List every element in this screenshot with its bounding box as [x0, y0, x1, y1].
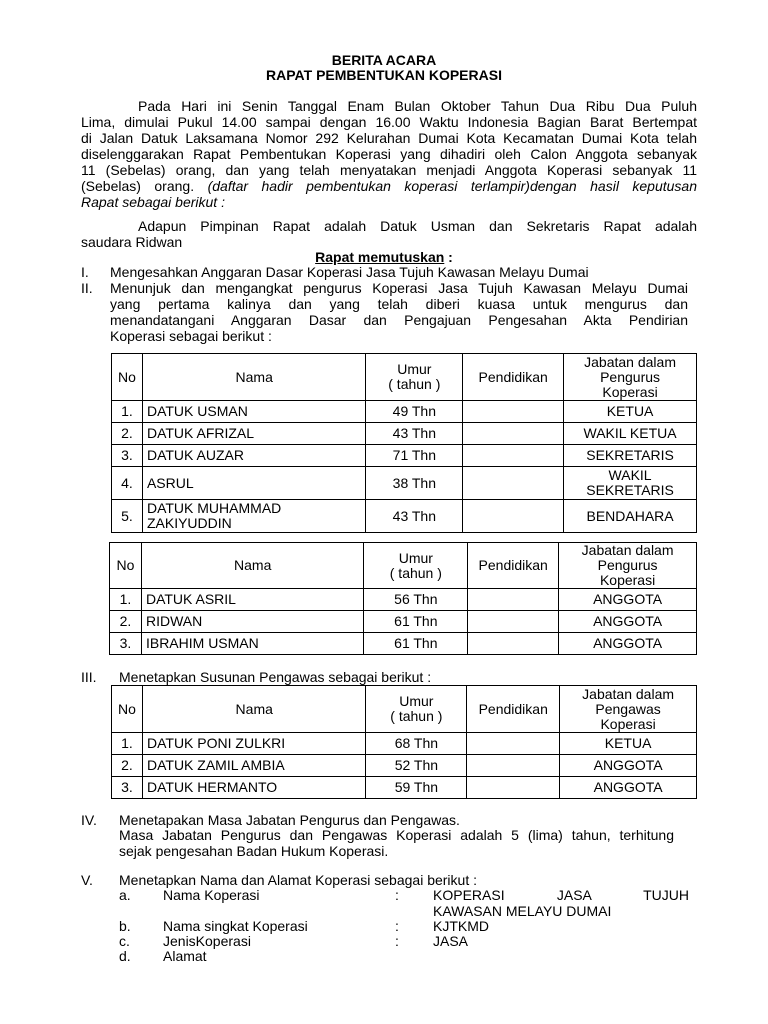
item-5b-label: Nama singkat Koperasi	[163, 918, 308, 934]
decision-heading-label: Rapat memutuskan	[315, 249, 445, 265]
table-row	[112, 401, 697, 423]
intro-line-6-italic: (daftar hadir pembentukan koperasi terlampir)dengan hasil keputusan	[207, 178, 698, 194]
cell-umur: 59 Thn	[366, 777, 467, 799]
col-header-nama: Nama	[142, 686, 365, 733]
cell-no: 5.	[112, 500, 143, 533]
doc-subtitle: RAPAT PEMBENTUKAN KOPERASI	[266, 67, 502, 83]
cell-pendidikan	[467, 777, 560, 799]
cell-jabatan: ANGGOTA	[559, 589, 697, 611]
cell-nama: DATUK AFRIZAL	[142, 423, 365, 445]
cell-jabatan: WAKIL KETUA	[564, 423, 697, 445]
table-row	[112, 423, 697, 445]
jabatan-line-3: Koperasi	[600, 715, 656, 732]
cell-umur: 43 Thn	[366, 500, 463, 533]
item-5d-label: Alamat	[163, 948, 207, 964]
intro-line-6-normal: (Sebelas) orang.	[81, 178, 195, 194]
nama-part-1: DATUK MUHAMMAD	[146, 500, 282, 516]
jabatan-line-2: Pengawas	[595, 700, 661, 717]
table-row	[112, 777, 697, 799]
item-4-line-3: sejak pengesahan Badan Hukum Koperasi.	[119, 843, 389, 859]
item-5b-value: KJTKMD	[433, 918, 489, 934]
nama-part-2: ZAKIYUDDIN	[146, 515, 232, 531]
cell-no: 4.	[112, 467, 143, 500]
umur-line-1: Umur	[397, 361, 432, 377]
jabatan-line-2: Pengurus	[597, 557, 658, 573]
cell-no: 1.	[110, 589, 142, 611]
col-header-no: No	[112, 354, 143, 401]
item-2-line-1: Menunjuk dan mengangkat pengurus Koperasi Jasa Tujuh Kawasan Melayu Dumai	[110, 280, 688, 296]
pengurus-table	[111, 353, 697, 533]
item-2-line-3: menandatangani Anggaran Dasar dan Pengajuan Pengesahan Akta Pendirian	[110, 312, 688, 328]
item-1-text: Mengesahkan Anggaran Dasar Koperasi Jasa Tujuh Kawasan Melayu Dumai	[110, 264, 589, 280]
cell-umur: 49 Thn	[366, 401, 463, 423]
cell-umur: 68 Thn	[366, 733, 467, 755]
item-5-text: Menetapkan Nama dan Alamat Koperasi sebagai berikut :	[119, 872, 477, 888]
item-4-line-1: Menetapakan Masa Jabatan Pengurus dan Pengawas.	[119, 812, 460, 828]
intro-line-1	[81, 98, 697, 114]
umur-line-2: ( tahun )	[388, 376, 441, 392]
item-2-line-2: yang pertama kalinya dan yang telah diberi kuasa untuk mengurus dan	[110, 296, 688, 312]
cell-no: 3.	[110, 633, 142, 655]
jabatan-part-2: SEKRETARIS	[586, 482, 674, 498]
jabatan-line-3: Koperasi	[602, 383, 658, 400]
umur-line-1: Umur	[399, 693, 434, 709]
item-5c-value: JASA	[433, 933, 469, 949]
cell-umur: 61 Thn	[364, 611, 468, 633]
cell-nama: DATUK HERMANTO	[142, 777, 365, 799]
item-5d-letter: d.	[119, 948, 131, 964]
cell-pendidikan	[468, 611, 559, 633]
cell-pendidikan	[467, 755, 560, 777]
item-5a-label: Nama Koperasi	[163, 887, 260, 903]
cell-pendidikan	[468, 633, 559, 655]
item-5c-letter: c.	[119, 933, 130, 949]
item-4-line-2: Masa Jabatan Pengurus dan Pengawas Koperasi adalah 5 (lima) tahun, terhitung	[119, 827, 674, 843]
intro-line-2: Lima, dimulai Pukul 14.00 sampai dengan 16.00 Waktu Indonesia Bagian Barat Bertempat	[81, 114, 697, 130]
item-5c-label: JenisKoperasi	[163, 933, 251, 949]
cell-jabatan: SEKRETARIS	[564, 445, 697, 467]
cell-nama: DATUK ASRIL	[141, 589, 363, 611]
col-header-umur	[364, 543, 468, 589]
table-row	[110, 611, 697, 633]
col-header-pendidikan: Pendidikan	[467, 686, 560, 733]
anggota-table	[109, 542, 697, 655]
cell-no: 2.	[112, 755, 143, 777]
umur-line-2: ( tahun )	[389, 564, 442, 581]
table-row	[112, 733, 697, 755]
umur-line-1: Umur	[398, 549, 433, 566]
item-5a-value-2: KAWASAN MELAYU DUMAI	[433, 903, 612, 919]
col-header-jabatan	[560, 686, 697, 733]
cell-no: 1.	[112, 401, 143, 423]
cell-jabatan: ANGGOTA	[559, 633, 697, 655]
table-row	[112, 467, 697, 500]
table-header-row	[110, 543, 697, 589]
cell-jabatan: ANGGOTA	[559, 611, 697, 633]
intro-line-5: 11 (Sebelas) orang, dan yang telah menyatakan menjadi Anggota Koperasi sebanyak 11	[81, 162, 697, 178]
cell-pendidikan	[467, 733, 560, 755]
table-row	[112, 500, 697, 533]
cell-umur: 61 Thn	[364, 633, 468, 655]
item-5a-colon: :	[395, 887, 399, 903]
intro-line-3: di Jalan Datuk Laksamana Nomor 292 Kelurahan Dumai Kota Kecamatan Dumai Kota telah	[81, 130, 697, 146]
item-5a-value: KOPERASI JASA TUJUH	[433, 887, 689, 903]
intro-text-1: Pada Hari ini Senin Tanggal Enam Bulan Oktober Tahun Dua Ribu Dua Puluh	[138, 98, 697, 114]
jabatan-line-2: Pengurus	[600, 368, 661, 385]
cell-nama	[142, 500, 365, 533]
cell-no: 2.	[112, 423, 143, 445]
cell-umur: 52 Thn	[366, 755, 467, 777]
table-header-row	[112, 686, 697, 733]
doc-title: BERITA ACARA	[331, 52, 437, 68]
item-4-number: IV.	[81, 812, 97, 828]
item-5a-letter: a.	[119, 887, 131, 903]
cell-pendidikan	[463, 500, 564, 533]
jabatan-line-1: Jabatan dalam	[582, 685, 675, 702]
cell-pendidikan	[463, 401, 564, 423]
item-3-number: III.	[81, 669, 97, 685]
col-header-umur	[366, 354, 463, 401]
item-2-line-4: Koperasi sebagai berikut :	[110, 328, 272, 344]
col-header-no: No	[112, 686, 143, 733]
umur-line-2: ( tahun )	[390, 708, 443, 724]
cell-jabatan: KETUA	[560, 733, 697, 755]
cell-umur: 38 Thn	[366, 467, 463, 500]
cell-pendidikan	[468, 589, 559, 611]
cell-nama: DATUK PONI ZULKRI	[142, 733, 365, 755]
cell-nama: DATUK AUZAR	[142, 445, 365, 467]
col-header-pendidikan: Pendidikan	[463, 354, 564, 401]
intro-paragraph	[81, 98, 697, 210]
col-header-nama: Nama	[142, 354, 365, 401]
cell-jabatan: BENDAHARA	[564, 500, 697, 533]
intro-line-6	[81, 178, 697, 194]
jabatan-part-1: WAKIL	[608, 467, 652, 483]
cell-umur: 56 Thn	[364, 589, 468, 611]
col-header-nama: Nama	[141, 543, 363, 589]
table-row	[110, 633, 697, 655]
item-1-number: I.	[81, 264, 89, 280]
leaders-paragraph	[81, 218, 697, 250]
cell-nama: RIDWAN	[141, 611, 363, 633]
jabatan-line-3: Koperasi	[599, 572, 656, 588]
jabatan-line-1: Jabatan dalam	[581, 542, 674, 558]
cell-umur: 71 Thn	[366, 445, 463, 467]
col-header-umur	[366, 686, 467, 733]
leaders-text-1: Adapun Pimpinan Rapat adalah Datuk Usman dan Sekretaris Rapat adalah	[138, 218, 697, 234]
cell-pendidikan	[463, 467, 564, 500]
col-header-jabatan	[559, 543, 697, 589]
item-5c-colon: :	[395, 933, 399, 949]
item-3-text: Menetapkan Susunan Pengawas sebagai berikut :	[119, 669, 432, 685]
cell-nama: DATUK USMAN	[142, 401, 365, 423]
table-row	[112, 755, 697, 777]
table-row	[112, 445, 697, 467]
cell-pendidikan	[463, 445, 564, 467]
cell-pendidikan	[463, 423, 564, 445]
item-2-number: II.	[81, 280, 93, 296]
col-header-pendidikan: Pendidikan	[468, 543, 559, 589]
col-header-no: No	[110, 543, 142, 589]
item-5b-letter: b.	[119, 918, 131, 934]
cell-no: 2.	[110, 611, 142, 633]
cell-no: 3.	[112, 777, 143, 799]
intro-line-7: Rapat sebagai berikut :	[81, 194, 225, 210]
item-5b-colon: :	[395, 918, 399, 934]
cell-no: 3.	[112, 445, 143, 467]
cell-nama: ASRUL	[142, 467, 365, 500]
table-header-row	[112, 354, 697, 401]
cell-umur: 43 Thn	[366, 423, 463, 445]
cell-jabatan: ANGGOTA	[560, 777, 697, 799]
item-2-paragraph	[110, 280, 688, 344]
cell-no: 1.	[112, 733, 143, 755]
cell-jabatan: ANGGOTA	[560, 755, 697, 777]
cell-jabatan: KETUA	[564, 401, 697, 423]
leaders-line-1	[81, 218, 697, 234]
decision-heading-colon: :	[444, 249, 453, 265]
intro-line-4: diselenggarakan Rapat Pembentukan Koperasi yang dihadiri oleh Calon Anggota sebanyak	[81, 146, 697, 162]
decision-heading	[0, 249, 768, 265]
col-header-jabatan	[564, 354, 697, 401]
cell-nama: DATUK ZAMIL AMBIA	[142, 755, 365, 777]
leaders-line-2: saudara Ridwan	[81, 234, 183, 250]
item-4-paragraph	[119, 827, 674, 859]
cell-jabatan	[564, 467, 697, 500]
table-row	[110, 589, 697, 611]
pengawas-table	[111, 685, 697, 799]
item-5-number: V.	[81, 872, 93, 888]
jabatan-line-1: Jabatan dalam	[584, 353, 676, 370]
cell-nama: IBRAHIM USMAN	[141, 633, 363, 655]
